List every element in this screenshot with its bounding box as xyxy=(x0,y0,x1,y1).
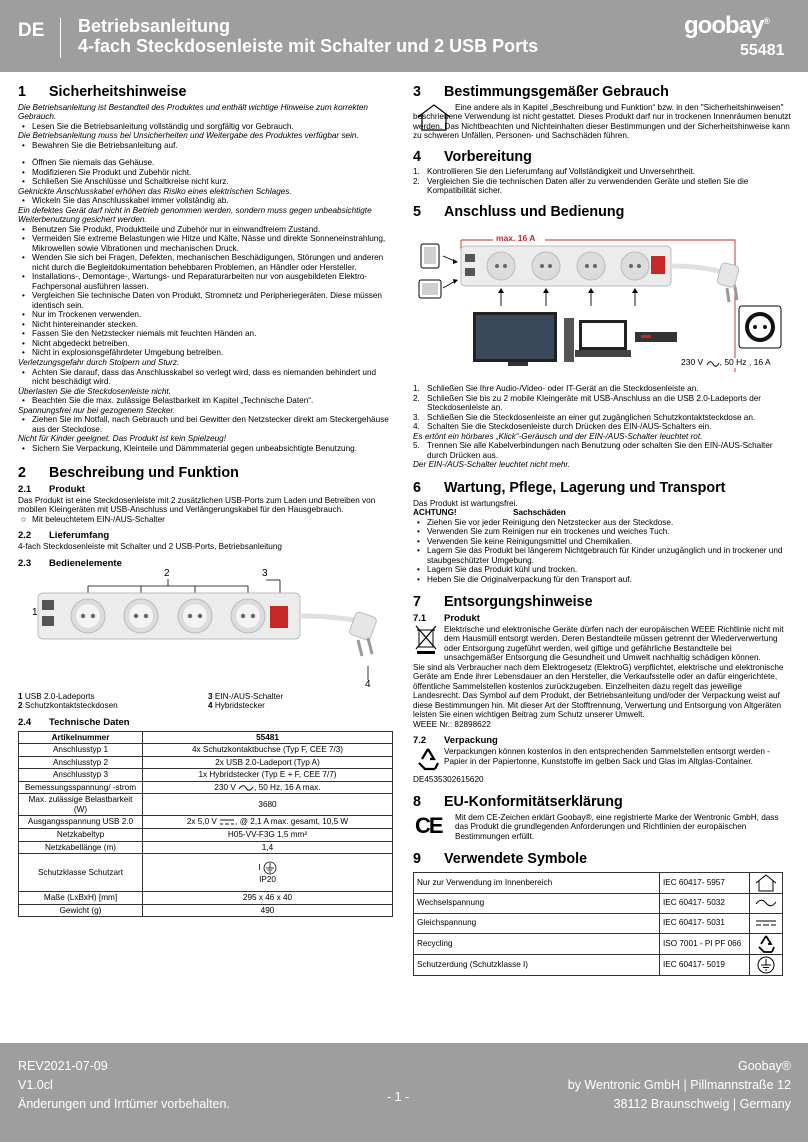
goobay-logo: goobay® xyxy=(684,12,769,39)
section-7-2-heading: 7.2 Verpackung xyxy=(413,735,498,747)
list-item: 1. Kontrollieren Sie den Lieferumfang auf Vollständigkeit und Unversehrtheit. xyxy=(413,167,696,177)
table-row: Gleichspannung IEC 60417- 5031 xyxy=(414,913,783,933)
revision: REV2021-07-09 xyxy=(18,1059,108,1073)
footer xyxy=(0,1043,808,1142)
doc-subtitle: 4-fach Steckdosenleiste mit Schalter und 2 USB Ports xyxy=(78,36,539,56)
s5-list-2 xyxy=(413,441,791,460)
list-item: • Fassen Sie den Netzstecker niemals mit feuchten Händen an. xyxy=(18,329,393,339)
legend-item: 2 Schutzkontaktsteckdosen xyxy=(18,701,118,711)
symbols-table xyxy=(413,872,783,976)
list-item: • Öffnen Sie niemals das Gehäuse. xyxy=(18,158,393,168)
table-row: Netzkabeltyp H05-VV-F3G 1,5 mm² xyxy=(19,829,393,842)
s72-text: Verpackungen können kostenlos in den entsprechenden Sammelstellen entsorgt werden - Papier in der Papiertonne, Kunststoffe im gelben Sack und Glas im Altglas-Container. xyxy=(444,747,770,766)
section-1-heading: 1 Sicherheitshinweise xyxy=(18,84,187,100)
list-item: • Vergleichen Sie technische Daten von Produkt, Stromnetz und Peripheriegeräten. Diese müssen identisch sein. xyxy=(18,291,393,310)
callout-3: 3 xyxy=(262,567,268,579)
list-item: 2. Vergleichen Sie die technischen Daten aller zu verwendenden Geräte und stellen Sie die Kompatibilität sicher. xyxy=(413,176,749,196)
header xyxy=(0,0,808,72)
section-2-1-heading: 2.1 Produkt xyxy=(18,483,85,495)
earth-icon xyxy=(757,956,775,974)
section-4-heading: 4 Vorbereitung xyxy=(413,148,532,165)
list-item: 1. Schließen Sie Ihre Audio-/Video- oder IT-Gerät an die Steckdosenleiste an. xyxy=(413,384,699,394)
s5-list xyxy=(413,384,791,432)
table-row: Anschlusstyp 3 1x Hybridstecker (Typ E + F, CEE 7/7) xyxy=(19,769,393,782)
section-2-4-heading: 2.4 Technische Daten xyxy=(18,716,130,728)
dc-icon xyxy=(755,918,777,928)
list-item: • Sichern Sie Verpackung, Kleinteile und Dämmmaterial gegen unbeabsichtigte Benutzung. xyxy=(18,444,393,454)
list-item: • Nicht in explosionsgefährdeter Umgebung betreiben. xyxy=(18,348,393,358)
list-item: • Lagern Sie das Produkt kühl und trocken. xyxy=(413,565,791,575)
s1-warning-6: Nicht für Kinder geeignet. Das Produkt ist kein Spielzeug! xyxy=(18,434,226,444)
list-item: • Installations-, Demontage-, Wartungs- und Reparaturarbeiten nur von ausgebildeten Elektro-Fachpersonal ausführen lassen. xyxy=(18,272,393,291)
list-item: • Achten Sie darauf, dass das Anschlusskabel so verlegt wird, dass es niemanden behindert und nicht beschädigt wird. xyxy=(18,368,393,387)
s1-list-4 xyxy=(18,196,393,206)
section-5-heading: 5 Anschluss und Bedienung xyxy=(413,203,625,220)
s3-text: Eine andere als in Kapitel „Beschreibung und Funktion“ bzw. in den "Sicherheitshinweisen" beschriebene Verwendung ist nicht gestattet. Dieses Produkt darf nur in trockenen Innenräumen benutzt werden. Das Nichtbeachten und Nichteinhalten dieser Bestimmungen und der Sicherheitshinweise kann zu schweren Unfällen, Personen- und Sachschäden führen. xyxy=(413,102,791,141)
s4-list xyxy=(413,167,791,196)
list-item: • Ziehen Sie vor jeder Reinigung den Netzstecker aus der Steckdose. xyxy=(413,518,791,528)
callout-1: 1 xyxy=(32,606,38,618)
s1-list-6 xyxy=(18,368,393,387)
s71-box-text: Elektrische und elektronische Geräte dürfen nach der europäischen WEEE Richtlinie nicht mit dem Hausmüll entsorgt werden. Deren Bestandteile müssen getrennt der Wiederverwertung oder Entsorgung zugeführt werden, weil giftige und gefährliche Bestandteile bei unsachgemäßer Entsorgung die Gesundheit und Umwelt nachhaltig schädigen können. xyxy=(444,624,784,663)
version: V1.0cl xyxy=(18,1077,53,1092)
ac-wave-icon xyxy=(755,898,777,908)
footer-right xyxy=(568,1057,791,1113)
s1-list-3 xyxy=(18,158,393,187)
table-row: Schutzerdung (Schutzklasse I) IEC 60417- 5019 xyxy=(414,954,783,975)
section-2-3-heading: 2.3 Bedienelemente xyxy=(18,557,122,569)
s1-warning-3: Verletzungsgefahr durch Stolpern und Sturz. xyxy=(18,357,180,367)
connection-diagram xyxy=(413,222,791,372)
list-item: • Nur im Trockenen verwenden. xyxy=(18,310,393,320)
rating-label: 230 V , 50 Hz , 16 A xyxy=(681,357,771,368)
s72-block xyxy=(413,747,791,766)
s1-list-1 xyxy=(18,122,393,132)
footer-left xyxy=(18,1057,230,1113)
s8-text: Mit dem CE-Zeichen erklärt Goobay®, eine registrierte Marke der Wentronic GmbH, dass das Produkt die grundlegenden Anforderungen und Richtlinien der europäischen Bestimmungen erfüllt. xyxy=(455,812,779,841)
list-item: • Verwenden Sie keine Reinigungsmittel und Chemikalien. xyxy=(413,537,791,547)
s22-text: 4-fach Steckdosenleiste mit Schalter und 2 USB-Ports, Betriebsanleitung xyxy=(18,542,282,552)
table-row: Maße (LxBxH) [mm] 295 x 46 x 40 xyxy=(19,892,393,905)
s1-list-9 xyxy=(18,444,393,454)
callout-4: 4 xyxy=(365,678,371,690)
controls-legend xyxy=(18,692,393,711)
brand: Goobay® xyxy=(738,1059,791,1073)
list-item: 4. Schalten Sie die Steckdosenleiste durch Drücken des EIN-/AUS-Schalters ein. xyxy=(413,422,712,432)
list-item: • Lagern Sie das Produkt bei längerem Nichtgebrauch für Kinder unzugänglich und in trockener und staubgeschützter Umgebung. xyxy=(413,546,791,565)
s5-note-1: Es ertönt ein hörbares „Klick“-Geräusch und der EIN-/AUS-Schalter leuchtet rot. xyxy=(413,431,703,441)
list-item: • Vermeiden Sie extreme Belastungen wie Hitze und Kälte, Nässe und direkte Sonneneinstrahlung, Mikrowellen sowie Vibrationen und mechanischen Druck. xyxy=(18,234,393,253)
s6-list xyxy=(413,518,791,585)
s21-text: Das Produkt ist eine Steckdosenleiste mit 2 zusätzlichen USB-Ports zum Laden und Betreiben von mobilen Kleingeräten mit USB-Anschluss und Verlängerungskabel für den Hausgebrauch. xyxy=(18,495,376,515)
power-strip-illustration xyxy=(18,567,393,692)
weee-bin-icon xyxy=(415,625,437,655)
packaging-code: DE4535302615620 xyxy=(413,774,484,784)
section-3-heading: 3 Bestimmungsgemäßer Gebrauch xyxy=(413,84,669,100)
header-divider xyxy=(60,18,61,58)
list-item: • Benutzen Sie Produkt, Produktteile und Zubehör nur in einwandfreiem Zustand. xyxy=(18,225,393,235)
table-row: Max. zulässige Belastbarkeit (W) 3680 xyxy=(19,794,393,816)
section-7-1-heading: 7.1 Produkt xyxy=(413,612,480,624)
page-number: - 1 - xyxy=(387,1090,410,1104)
recycling-icon xyxy=(756,935,776,953)
list-item: • Modifizieren Sie Produkt und Zubehör nicht. xyxy=(18,168,393,178)
section-7-heading: 7 Entsorgungshinweise xyxy=(413,594,593,611)
weee-number: WEEE Nr.: 82898622 xyxy=(413,719,491,729)
list-item: • Verwenden Sie zum Reinigen nur ein trockenes und weiches Tuch. xyxy=(413,527,791,537)
article-number: 55481 xyxy=(740,42,785,59)
list-item: 3. Schließen Sie die Steckdosenleiste an einer gut zugänglichen Schutzkontaktsteckdose an. xyxy=(413,412,756,422)
s3-block xyxy=(413,103,791,141)
table-row: Recycling ISO 7001 - PI PF 066 xyxy=(414,933,783,954)
table-row: Anschlusstyp 1 4x Schutzkontaktbuchse (Typ F, CEE 7/3) xyxy=(19,744,393,757)
list-item: • Schließen Sie Anschlüsse und Schaltkreise nicht kurz. xyxy=(18,177,393,187)
company-city: 38112 Braunschweig | Germany xyxy=(613,1096,791,1111)
s71-text: Sie sind als Verbraucher nach dem Elektrogesetz (ElektroG) verpflichtet, elektrische und elektronische Geräte am Ende ihrer Lebensdauer an den Hersteller, die Verkaufsstelle oder an dafür eingerichtete, öffentliche Sammelstellen kostenlos zurückzugeben. Einzelheiten dazu regelt das jeweilige Landesrecht. Das Symbol auf dem Produkt, der Betriebsanleitung und/oder der Verpackung weist auf diese Bestimmungen hin. Mit dieser Art der Stofftrennung, Verwertung und Entsorgung von Altgeräten leisten Sie einen wichtigen Beitrag zum Schutz unserer Umwelt. xyxy=(413,662,784,720)
s8-block xyxy=(413,813,791,842)
s1-list-2 xyxy=(18,141,393,151)
section-6-heading: 6 Wartung, Pflege, Lagerung und Transport xyxy=(413,479,726,496)
table-row: Bemessungsspannung/ -strom 230 V , 50 Hz, 16 A max. xyxy=(19,781,393,794)
earth-icon xyxy=(263,861,277,875)
technical-data-table xyxy=(18,731,393,917)
list-item: • Ziehen Sie im Notfall, nach Gebrauch und bei Gewitter den Netzstecker direkt am Steckergehäuse aus der Steckdose. xyxy=(18,415,393,434)
s6-intro: Das Produkt ist wartungsfrei. xyxy=(413,498,518,508)
right-column xyxy=(413,84,791,976)
connection-illustration xyxy=(413,222,791,372)
table-row: Gewicht (g) 490 xyxy=(19,904,393,917)
section-9-heading: 9 Verwendete Symbole xyxy=(413,851,588,868)
table-row: Nur zur Verwendung im Innenbereich IEC 60417- 5957 xyxy=(414,872,783,893)
dc-icon xyxy=(219,818,235,826)
list-item: • Wickeln Sie das Anschlusskabel immer vollständig ab. xyxy=(18,196,393,206)
list-item: • Beachten Sie die max. zulässige Belastbarkeit im Kapitel „Technische Daten“. xyxy=(18,396,393,406)
s1-intro: Die Betriebsanleitung ist Bestandteil des Produktes und enthält wichtige Hinweise zum korrekten Gebrauch. xyxy=(18,102,368,122)
s71-block xyxy=(413,625,791,663)
s1-list-7 xyxy=(18,396,393,406)
list-item: • Nicht abgedeckt betreiben. xyxy=(18,339,393,349)
table-row: Ausgangsspannung USB 2.0 2x 5,0 V , @ 2,1 A max. gesamt, 10,5 W xyxy=(19,816,393,829)
s1-warning-2: Ein defektes Gerät darf nicht in Betrieb genommen werden, sondern muss gegen unbeabsichtigte Weiterbenutzung gesichert werden. xyxy=(18,205,372,225)
s1-list-5 xyxy=(18,225,393,358)
product-diagram xyxy=(18,567,393,692)
left-column xyxy=(18,84,393,917)
s1-list-8 xyxy=(18,415,393,434)
table-row: Schutzklasse Schutzart I IP20 xyxy=(19,854,393,892)
house-icon xyxy=(415,103,453,131)
list-item: 5. Trennen Sie alle Kabelverbindungen nach Benutzung oder schalten Sie den EIN-/AUS-Schalter durch Drücken aus. xyxy=(413,441,773,460)
company-address: by Wentronic GmbH | Pillmannstraße 12 xyxy=(567,1077,791,1092)
max-current-label: max. 16 A xyxy=(496,233,536,244)
s1-para-2: Die Betriebsanleitung muss bei Unsicherheiten und Weitergabe des Produktes verfügbar sein. xyxy=(18,131,359,141)
section-8-heading: 8 EU-Konformitätserklärung xyxy=(413,794,623,811)
ac-wave-icon xyxy=(238,784,254,792)
language-code: DE xyxy=(18,20,45,41)
table-row: Anschlusstyp 2 2x USB 2.0-Ladeport (Typ A) xyxy=(19,756,393,769)
recycling-icon xyxy=(415,747,441,771)
ac-wave-icon xyxy=(706,360,720,367)
s6-warning: ACHTUNG! Sachschäden xyxy=(413,508,566,518)
s1-warning-5: Spannungsfrei nur bei gezogenem Stecker. xyxy=(18,405,176,415)
legend-item: 3 EIN-/AUS-Schalter xyxy=(208,691,284,701)
s5-note-2: Der EIN-/AUS-Schalter leuchtet nicht mehr. xyxy=(413,460,571,470)
doc-title: Betriebsanleitung xyxy=(78,16,231,36)
table-row: Artikelnummer 55481 xyxy=(19,731,393,744)
table-row: Wechselspannung IEC 60417- 5032 xyxy=(414,893,783,913)
list-item: • Nicht hintereinander stecken. xyxy=(18,320,393,330)
list-item: • Heben Sie die Originalverpackung für den Transport auf. xyxy=(413,575,791,585)
list-item: • Bewahren Sie die Betriebsanleitung auf. xyxy=(18,141,393,151)
section-2-2-heading: 2.2 Lieferumfang xyxy=(18,530,110,542)
list-item: 2. Schließen Sie bis zu 2 mobile Kleingeräte mit USB-Anschluss an die USB 2.0-Ladeports der Steckdosenleiste an. xyxy=(413,393,762,413)
list-item: • Lesen Sie die Betriebsanleitung vollständig und sorgfältig vor Gebrauch. xyxy=(18,122,393,132)
callout-2: 2 xyxy=(164,567,170,579)
section-2-heading: 2 Beschreibung und Funktion xyxy=(18,465,239,482)
house-icon xyxy=(754,874,778,892)
s1-warning-1: Geknickte Anschlusskabel erhöhen das Risiko eines elektrischen Schlages. xyxy=(18,186,292,196)
legend-item: 1 USB 2.0-Ladeports xyxy=(18,691,95,701)
s1-warning-4: Überlasten Sie die Steckdosenleiste nicht. xyxy=(18,386,171,396)
legend-item: 4 Hybridstecker xyxy=(208,701,265,711)
s21-feature: ○ Mit beleuchtetem EIN-/AUS-Schalter xyxy=(21,514,165,524)
list-item: • Wenden Sie sich bei Fragen, Defekten, mechanischen Beschädigungen, Störungen und anderen nicht durch die Begleitdokumentation behebbaren Problemen, an Händler oder Hersteller. xyxy=(18,253,393,272)
ce-mark-icon: CE xyxy=(415,812,442,838)
table-row: Netzkabellänge (m) 1,4 xyxy=(19,841,393,854)
disclaimer: Änderungen und Irrtümer vorbehalten. xyxy=(18,1096,230,1111)
